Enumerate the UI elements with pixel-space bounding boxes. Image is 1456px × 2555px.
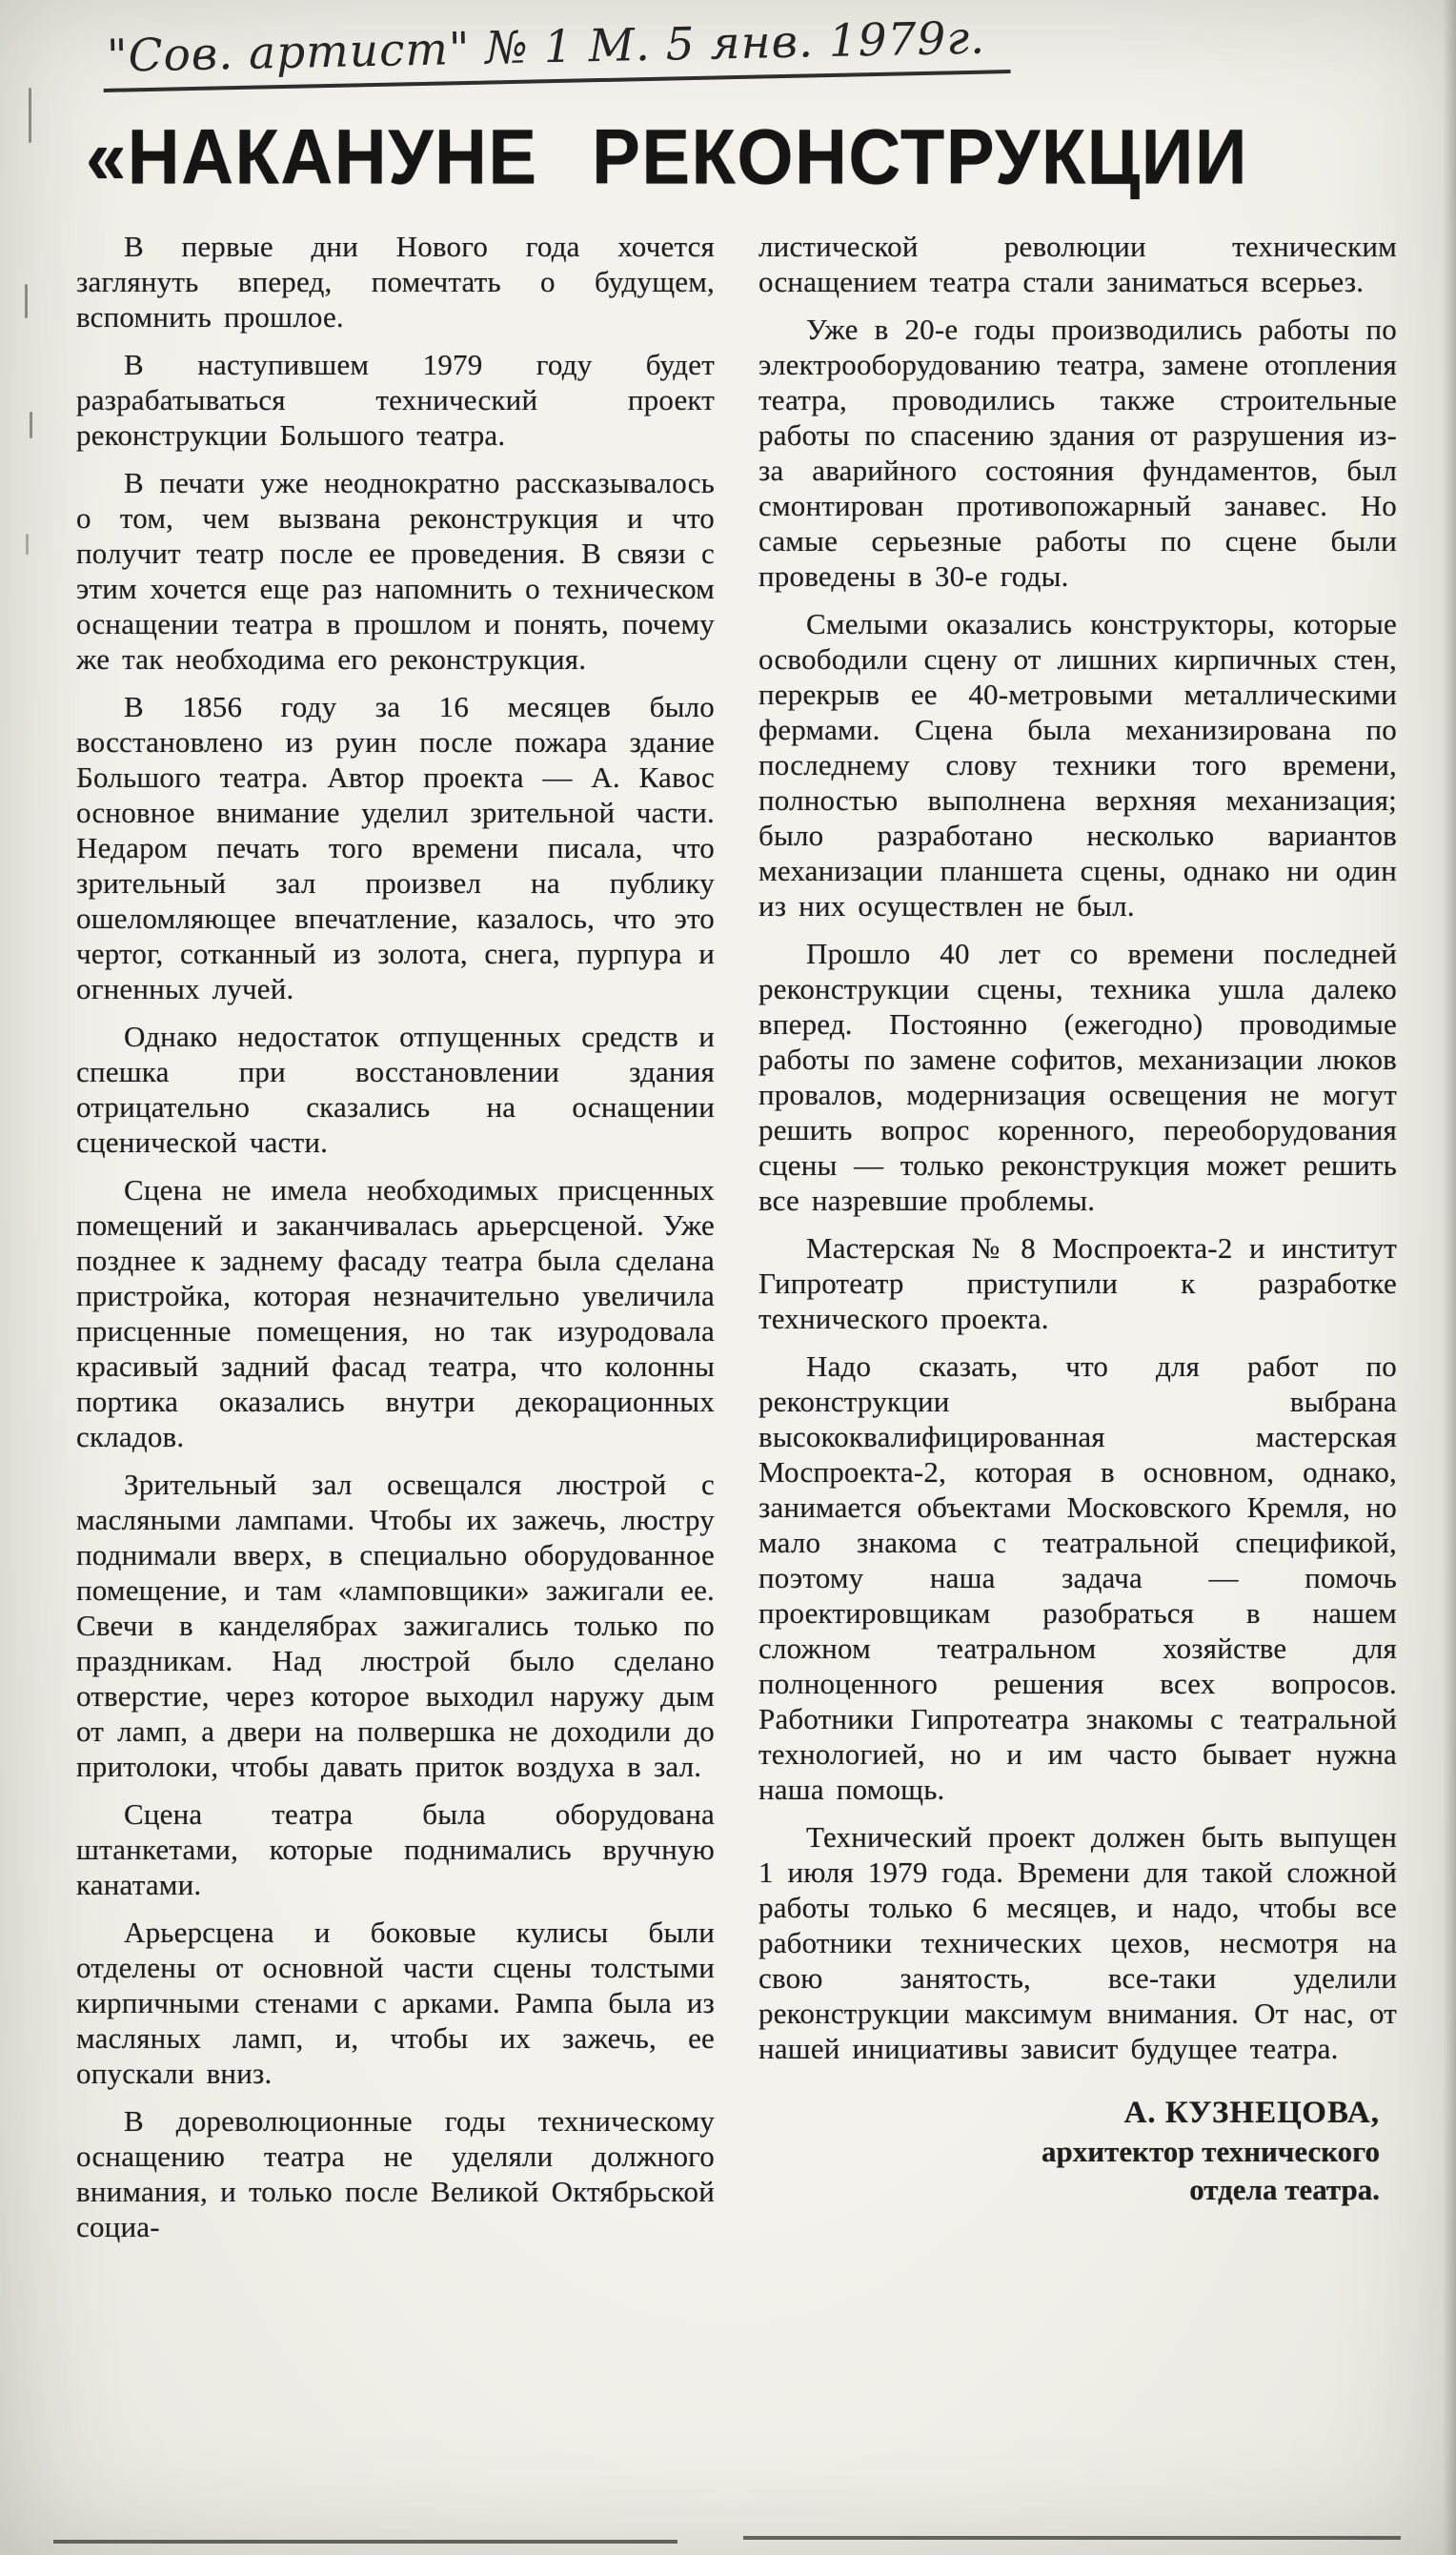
margin-tick	[25, 284, 28, 318]
left-column	[76, 229, 715, 2257]
paragraph: Уже в 20-е годы производились работы по электрооборудованию театра, замене отопления театра, проводились также строительные работы по спасению здания от разрушения из-за аварийного состояния фундаментов, был смонтирован противопожарный занавес. Но самые серьезные работы по сцене были проведены в 30-е годы.	[758, 313, 1397, 593]
author-name: А. КУЗНЕЦОВА,	[1123, 2096, 1380, 2130]
paragraph: Технический проект должен быть выпущен 1 июля 1979 года. Времени для такой сложной работы только 6 месяцев, и надо, чтобы все работники технических цехов, несмотря на свою занятость, все-таки уделили реконструкции максимум внимания. От нас, от нашей инициативы зависит будущее театра.	[758, 1820, 1397, 2065]
paragraph: Надо сказать, что для работ по реконструкции выбрана высококвалифицированная мастерская Моспроекта-2, которая в основном, однако, занимается объектами Московского Кремля, но мало знакома с театральной спецификой, поэтому наша задача — помочь проектировщикам разобраться в нашем сложном театральном хозяйстве для полноценного решения всех вопросов. Работники Гипротеатра знакомы с театральной технологией, но и им часто бывает нужна наша помощь.	[758, 1349, 1397, 1806]
signature-block	[758, 2093, 1397, 2209]
handwritten-annotation: "Сов. артист" № 1 М. 5 янв. 1979г.	[102, 11, 1010, 92]
paragraph: Однако недостаток отпущенных средств и спешка при восстановлении здания отрицательно сказались на оснащении сценической части.	[76, 1020, 715, 1159]
margin-tick	[26, 534, 29, 555]
paragraph: Арьерсцена и боковые кулисы были отделены от основной части сцены толстыми кирпичными стенами с арками. Рампа была из масляных ламп, и, чтобы их зажечь, ее опускали вниз.	[76, 1916, 715, 2090]
paragraph: В печати уже неоднократно рассказывалось о том, чем вызвана реконструкция и что получит театр после ее проведения. В связи с этим хочется еще раз напомнить о техническом оснащении театра в прошлом и понять, почему же так необходима его реконструкция.	[76, 466, 715, 676]
margin-tick	[29, 88, 31, 143]
bottom-rule-left	[53, 2540, 677, 2544]
paragraph: Зрительный зал освещался люстрой с масляными лампами. Чтобы их зажечь, люстру поднимали вверх, в специально оборудованное помещение, и там «ламповщики» зажигали ее. Свечи в канделябрах зажигались только по праздникам. Над люстрой было сделано отверстие, через которое выходил наружу дым от ламп, а двери на полвершка не доходили до притолоки, чтобы давать приток воздуха в зал.	[76, 1468, 715, 1783]
article-title: «НАКАНУНЕ РЕКОНСТРУКЦИИ	[86, 113, 1248, 201]
paragraph-continuation: листической революции техническим оснащением театра стали заниматься всерьез.	[758, 230, 1397, 298]
paragraph: Смелыми оказались конструкторы, которые освободили сцену от лишних кирпичных стен, перекрыв ее 40-метровыми металлическими фермами. Сцена была механизирована по последнему слову техники того времени, полностью выполнена верхняя механизация; было разработано несколько вариантов механизации планшета сцены, однако ни один из них осуществлен не был.	[758, 607, 1397, 923]
author-role-line1: архитектор технического	[1041, 2135, 1380, 2168]
margin-tick	[30, 412, 32, 438]
paragraph: В дореволюционные годы техническому оснащению театра не уделяли должного внимания, и только после Великой Октябрьской социа-	[76, 2104, 715, 2243]
article-body	[76, 229, 1397, 2257]
scan-edge-shadow	[1443, 0, 1456, 2555]
paragraph: Мастерская № 8 Моспроекта-2 и институт Гипротеатр приступили к разработке технического проекта.	[758, 1231, 1397, 1335]
paragraph: Прошло 40 лет со времени последней реконструкции сцены, техника ушла далеко вперед. Постоянно (ежегодно) проводимые работы по замене софитов, механизации люков провалов, модернизация освещения не могут решить вопрос коренного, переоборудования сцены — только реконструкция может решить все назревшие проблемы.	[758, 937, 1397, 1217]
paragraph: В наступившем 1979 году будет разрабатываться технический проект реконструкции Большого театра.	[76, 348, 715, 452]
paragraph: В первые дни Нового года хочется заглянуть вперед, помечтать о будущем, вспомнить прошлое.	[76, 230, 715, 334]
author-role-line2: отдела театра.	[1189, 2173, 1380, 2206]
bottom-rule-right	[743, 2536, 1401, 2540]
right-column	[758, 229, 1397, 2257]
paragraph: Сцена театра была оборудована штанкетами, которые поднимались вручную канатами.	[76, 1797, 715, 1901]
paragraph: В 1856 году за 16 месяцев было восстановлено из руин после пожара здание Большого театра. Автор проекта — А. Кавос основное внимание уделил зрительной части. Недаром печать того времени писала, что зрительный зал произвел на публику ошеломляющее впечатление, казалось, что это чертог, сотканный из золота, снега, пурпура и огненных лучей.	[76, 690, 715, 1005]
paragraph: Сцена не имела необходимых присценных помещений и заканчивалась арьерсценой. Уже позднее к заднему фасаду театра была сделана пристройка, которая незначительно увеличила присценные помещения, но так изуродовала красивый задний фасад театра, что колонны портика оказались внутри декорационных складов.	[76, 1173, 715, 1453]
